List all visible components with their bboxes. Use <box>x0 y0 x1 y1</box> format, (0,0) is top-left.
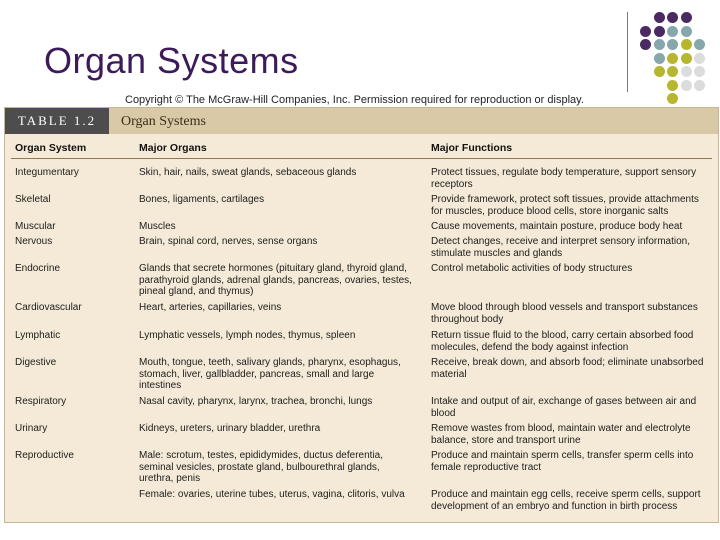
column-header-major-organs: Major Organs <box>139 142 207 154</box>
decorative-dot <box>654 53 665 64</box>
decorative-dot <box>694 80 705 91</box>
table-title: Organ Systems <box>121 114 206 129</box>
major-functions-cell: Produce and maintain sperm cells, transfer sperm cells into female reproductive tract <box>431 450 694 473</box>
header-rule <box>11 158 712 159</box>
organ-system-cell: Respiratory <box>15 396 67 407</box>
major-organs-cell: Nasal cavity, pharynx, larynx, trachea, bronchi, lungs <box>139 396 373 407</box>
major-functions-cell: Return tissue fluid to the blood, carry certain absorbed food molecules, defend the body against infection <box>431 330 694 353</box>
decorative-dot <box>654 66 665 77</box>
decorative-dot <box>681 80 692 91</box>
column-header-major-functions: Major Functions <box>431 142 513 154</box>
organ-system-cell: Integumentary <box>15 167 79 178</box>
decorative-dot <box>667 80 678 91</box>
decorative-dot <box>681 26 692 37</box>
decorative-dot <box>654 12 665 23</box>
major-organs-cell: Male: scrotum, testes, epididymides, ductus deferentia, seminal vesicles, prostate gland, bulbourethral glands, urethra, penis <box>139 450 384 485</box>
major-organs-cell: Kidneys, ureters, urinary bladder, urethra <box>139 423 321 434</box>
organ-system-cell: Cardiovascular <box>15 302 82 313</box>
copyright-notice: Copyright © The McGraw-Hill Companies, Inc. Permission required for reproduction or display. <box>125 94 584 106</box>
major-functions-cell: Provide framework, protect soft tissues, provide attachments for muscles, produce blood cells, store inorganic salts <box>431 194 699 217</box>
decorative-dot <box>667 39 678 50</box>
divider-line <box>627 12 628 92</box>
major-organs-cell: Female: ovaries, uterine tubes, uterus, vagina, clitoris, vulva <box>139 489 405 500</box>
major-functions-cell: Control metabolic activities of body structures <box>431 263 633 274</box>
major-organs-cell: Glands that secrete hormones (pituitary gland, thyroid gland, parathyroid glands, adrenal glands, pancreas, ovaries, testes, pineal gland, and thymus) <box>139 263 412 298</box>
decorative-dot <box>681 66 692 77</box>
decorative-dot <box>694 53 705 64</box>
decorative-dot <box>681 12 692 23</box>
major-functions-cell: Remove wastes from blood, maintain water and electrolyte balance, store and transport urine <box>431 423 691 446</box>
decorative-dot <box>640 26 651 37</box>
column-header-organ-system: Organ System <box>15 142 87 154</box>
organ-systems-table <box>4 107 719 523</box>
table-header-bar <box>5 108 718 134</box>
major-organs-cell: Muscles <box>139 221 176 232</box>
decorative-dot <box>654 26 665 37</box>
major-organs-cell: Bones, ligaments, cartilages <box>139 194 265 205</box>
major-organs-cell: Lymphatic vessels, lymph nodes, thymus, spleen <box>139 330 356 341</box>
decorative-dot <box>640 39 651 50</box>
major-organs-cell: Skin, hair, nails, sweat glands, sebaceous glands <box>139 167 357 178</box>
decorative-dot <box>667 12 678 23</box>
major-functions-cell: Protect tissues, regulate body temperature, support sensory receptors <box>431 167 697 190</box>
decorative-dot <box>681 39 692 50</box>
slide-title: Organ Systems <box>44 40 299 81</box>
decorative-dot <box>694 39 705 50</box>
decorative-dot <box>667 53 678 64</box>
major-functions-cell: Produce and maintain egg cells, receive sperm cells, support development of an embryo and function in birth process <box>431 489 701 512</box>
major-functions-cell: Intake and output of air, exchange of gases between air and blood <box>431 396 697 419</box>
major-organs-cell: Heart, arteries, capillaries, veins <box>139 302 282 313</box>
decorative-dot <box>681 53 692 64</box>
decorative-dot <box>694 66 705 77</box>
organ-system-cell: Digestive <box>15 357 57 368</box>
major-functions-cell: Detect changes, receive and interpret sensory information, stimulate muscles and glands <box>431 236 691 259</box>
major-functions-cell: Move blood through blood vessels and transport substances throughout body <box>431 302 698 325</box>
decorative-dot-grid <box>640 12 720 107</box>
decorative-dot <box>667 66 678 77</box>
organ-system-cell: Urinary <box>15 423 48 434</box>
decorative-dot <box>654 39 665 50</box>
decorative-dot <box>667 26 678 37</box>
organ-system-cell: Nervous <box>15 236 53 247</box>
organ-system-cell: Lymphatic <box>15 330 61 341</box>
organ-system-cell: Muscular <box>15 221 56 232</box>
organ-system-cell: Skeletal <box>15 194 51 205</box>
major-functions-cell: Cause movements, maintain posture, produce body heat <box>431 221 683 232</box>
major-functions-cell: Receive, break down, and absorb food; eliminate unabsorbed material <box>431 357 704 380</box>
organ-system-cell: Endocrine <box>15 263 61 274</box>
major-organs-cell: Mouth, tongue, teeth, salivary glands, pharynx, esophagus, stomach, liver, gallbladder, pancreas, small and large intestines <box>139 357 401 392</box>
decorative-dot <box>667 93 678 104</box>
table-label: TABLE 1.2 <box>5 108 109 134</box>
organ-system-cell: Reproductive <box>15 450 74 461</box>
major-organs-cell: Brain, spinal cord, nerves, sense organs <box>139 236 318 247</box>
